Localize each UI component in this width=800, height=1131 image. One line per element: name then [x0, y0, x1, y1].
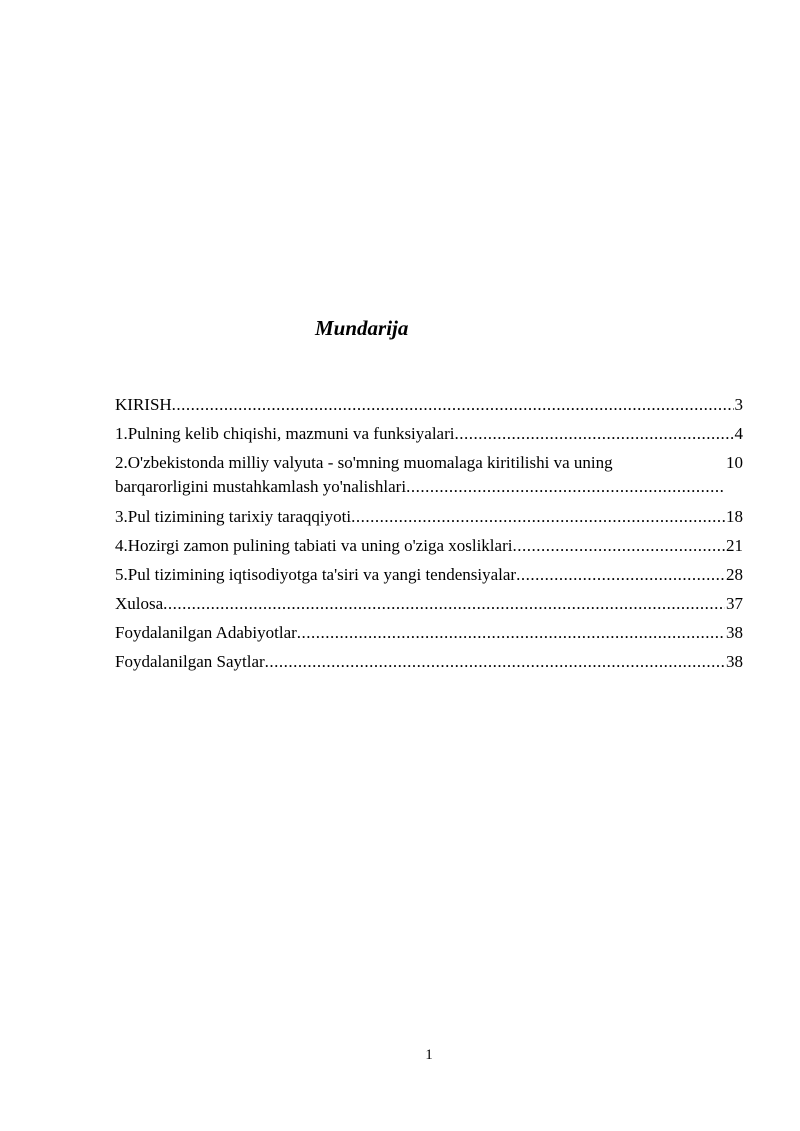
table-of-contents	[115, 393, 743, 679]
toc-title: Mundarija	[315, 316, 409, 340]
toc-entry-label: 4.Hozirgi zamon pulining tabiati va uning o'ziga xosliklari	[115, 536, 513, 555]
toc-entry-label: 5.Pul tizimining iqtisodiyotga ta'siri va yangi tendensiyalar	[115, 565, 517, 584]
page-number: 1	[425, 1047, 433, 1063]
toc-entry-page: 37	[726, 594, 743, 613]
toc-entry-adabiyotlar[interactable]	[115, 621, 743, 645]
toc-entry-page: 18	[726, 507, 743, 526]
toc-dot-leader	[454, 422, 733, 446]
toc-entry-chapter-1[interactable]	[115, 422, 743, 446]
toc-entry-label: Foydalanilgan Adabiyotlar	[115, 623, 297, 642]
toc-entry-saytlar[interactable]	[115, 650, 743, 674]
toc-dot-leader	[516, 563, 725, 587]
toc-entry-label: 3.Pul tizimining tarixiy taraqqiyoti	[115, 507, 352, 526]
toc-dot-leader	[163, 592, 725, 616]
toc-entry-label: Foydalanilgan Saytlar	[115, 652, 265, 671]
toc-entry-label: barqarorligini mustahkamlash yo'nalishlari	[115, 477, 407, 496]
toc-entry-label: 1.Pulning kelib chiqishi, mazmuni va funksiyalari	[115, 424, 455, 443]
toc-dot-leader	[351, 505, 725, 529]
toc-entry-label-line1: 2.O'zbekistonda milliy valyuta - so'mning muomalaga kiritilishi va uning	[115, 453, 613, 472]
toc-entry-xulosa[interactable]	[115, 592, 743, 616]
toc-entry-page: 38	[726, 623, 743, 642]
toc-entry-kirish[interactable]	[115, 393, 743, 417]
toc-dot-leader	[512, 534, 725, 558]
toc-entry-page: 21	[726, 536, 743, 555]
toc-entry-label: Xulosa	[115, 594, 164, 613]
toc-entry-page: 10	[726, 453, 743, 472]
toc-entry-chapter-3[interactable]	[115, 505, 743, 529]
toc-dot-leader	[406, 475, 725, 499]
toc-entry-label: KIRISH	[115, 395, 172, 414]
toc-entry-chapter-2[interactable]	[115, 451, 743, 499]
toc-entry-chapter-5[interactable]	[115, 563, 743, 587]
toc-entry-page: 4	[734, 424, 743, 443]
toc-dot-leader	[172, 393, 734, 417]
toc-entry-chapter-4[interactable]	[115, 534, 743, 558]
toc-entry-page: 3	[734, 395, 743, 414]
toc-dot-leader	[297, 621, 725, 645]
toc-entry-page: 28	[726, 565, 743, 584]
toc-dot-leader	[265, 650, 725, 674]
toc-entry-page: 38	[726, 652, 743, 671]
